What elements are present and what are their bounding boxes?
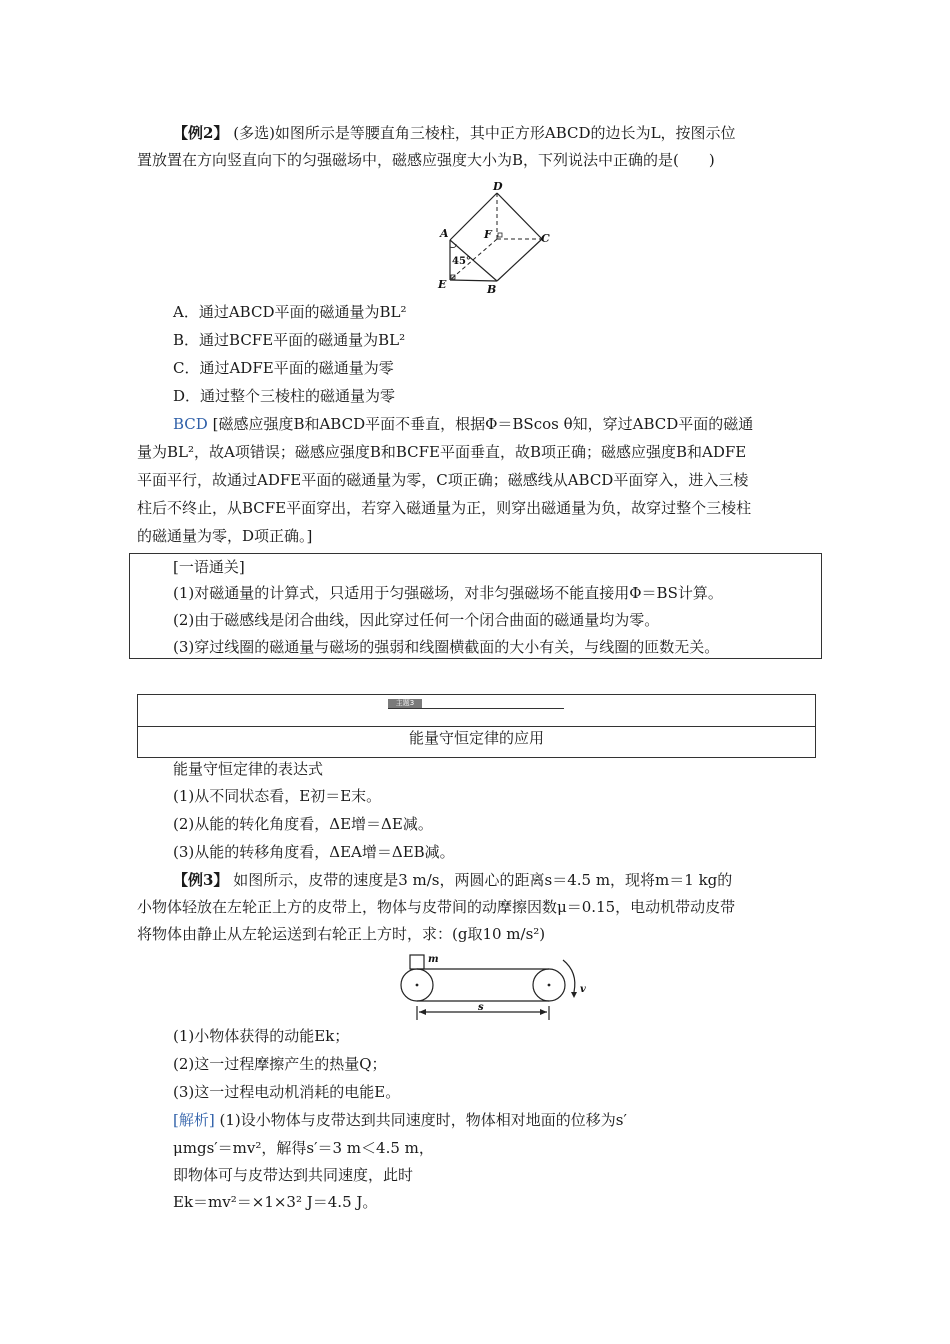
label-m: m bbox=[428, 954, 439, 965]
summary-title: [一语通关] bbox=[173, 558, 245, 576]
label-A: A bbox=[440, 227, 449, 240]
summary-item-3: (3)穿过线圈的磁通量与磁场的强弱和线圈横截面的大小有关，与线圈的匝数无关。 bbox=[173, 638, 720, 656]
expression-3: (3)从能的转移角度看，ΔEA增＝ΔEB减。 bbox=[173, 843, 455, 861]
question-1: (1)小物体获得的动能Ek； bbox=[173, 1027, 350, 1045]
summary-item-1: (1)对磁通量的计算式，只适用于匀强磁场，对非匀强磁场不能直接用Φ＝BS计算。 bbox=[173, 584, 723, 602]
answer: BCD bbox=[173, 415, 208, 433]
label-angle: 45° bbox=[452, 256, 471, 267]
explanation-line4: 柱后不终止，从BCFE平面穿出，若穿入磁通量为正，则穿出磁通量为负，故穿过整个三棱柱 bbox=[137, 499, 752, 517]
option-a: A．通过ABCD平面的磁通量为BL² bbox=[173, 303, 407, 321]
section-badge: 主题3 bbox=[388, 699, 422, 708]
question-2: (2)这一过程摩擦产生的热量Q； bbox=[173, 1055, 387, 1073]
option-b: B．通过BCFE平面的磁通量为BL² bbox=[173, 331, 406, 349]
example2-line1: 【例2】 (多选)如图所示是等腰直角三棱柱，其中正方形ABCD的边长为L，按图示位 bbox=[173, 124, 736, 142]
label-s: s bbox=[478, 1002, 484, 1013]
explanation-line5: 的磁通量为零，D项正确。] bbox=[137, 527, 313, 545]
label-v: v bbox=[580, 984, 586, 995]
analysis-line4: Ek＝mv²＝×1×3² J＝4.5 J。 bbox=[173, 1193, 378, 1211]
label-D: D bbox=[493, 180, 503, 193]
expression-2: (2)从能的转化角度看，ΔE增＝ΔE减。 bbox=[173, 815, 433, 833]
explanation-line2: 量为BL²，故A项错误；磁感应强度B和BCFE平面垂直，故B项正确；磁感应强度B和ADFE bbox=[137, 443, 747, 461]
label-F: F bbox=[484, 228, 492, 241]
question-3: (3)这一过程电动机消耗的电能E。 bbox=[173, 1083, 401, 1101]
example3-line1: 【例3】 如图所示，皮带的速度是3 m/s，两圆心的距离s＝4.5 m，现将m＝1 kg的 bbox=[173, 871, 733, 889]
explanation-line1: BCD [磁感应强度B和ABCD平面不垂直，根据Φ＝BScos θ知，穿过ABCD平面的磁通 bbox=[173, 415, 754, 433]
analysis-line1: [解析] (1)设小物体与皮带达到共同速度时，物体相对地面的位移为s′ bbox=[173, 1111, 627, 1129]
expression-heading: 能量守恒定律的表达式 bbox=[173, 760, 324, 778]
explanation-line3: 平面平行，故通过ADFE平面的磁通量为零，C项正确；磁感线从ABCD平面穿入，进入三棱 bbox=[137, 471, 749, 489]
example3-line3: 将物体由静止从左轮运送到右轮正上方时，求：(g取10 m/s²) bbox=[137, 925, 546, 943]
summary-item-2: (2)由于磁感线是闭合曲线，因此穿过任何一个闭合曲面的磁通量均为零。 bbox=[173, 611, 660, 629]
label-B: B bbox=[487, 283, 497, 296]
label-E: E bbox=[438, 278, 447, 291]
section-badge-bar bbox=[388, 699, 564, 709]
analysis-line2: μmgs′＝mv²，解得s′＝3 m＜4.5 m， bbox=[173, 1139, 434, 1157]
label-C: C bbox=[541, 232, 550, 245]
example2-line2: 置放置在方向竖直向下的匀强磁场中，磁感应强度大小为B，下列说法中正确的是( ) bbox=[137, 151, 715, 169]
prism-figure bbox=[436, 176, 556, 298]
expression-1: (1)从不同状态看，E初＝E末。 bbox=[173, 787, 382, 805]
conveyor-figure bbox=[395, 948, 595, 1022]
example3-line2: 小物体轻放在左轮正上方的皮带上，物体与皮带间的动摩擦因数μ＝0.15，电动机带动皮带 bbox=[137, 898, 736, 916]
option-c: C．通过ADFE平面的磁通量为零 bbox=[173, 359, 394, 377]
example3-tag: 【例3】 bbox=[173, 871, 229, 889]
example2-tag: 【例2】 bbox=[173, 124, 229, 142]
section-title: 能量守恒定律的应用 bbox=[408, 729, 544, 747]
analysis-tag: [解析] bbox=[173, 1111, 215, 1129]
analysis-line3: 即物体可与皮带达到共同速度，此时 bbox=[173, 1166, 414, 1184]
option-d: D．通过整个三棱柱的磁通量为零 bbox=[173, 387, 396, 405]
